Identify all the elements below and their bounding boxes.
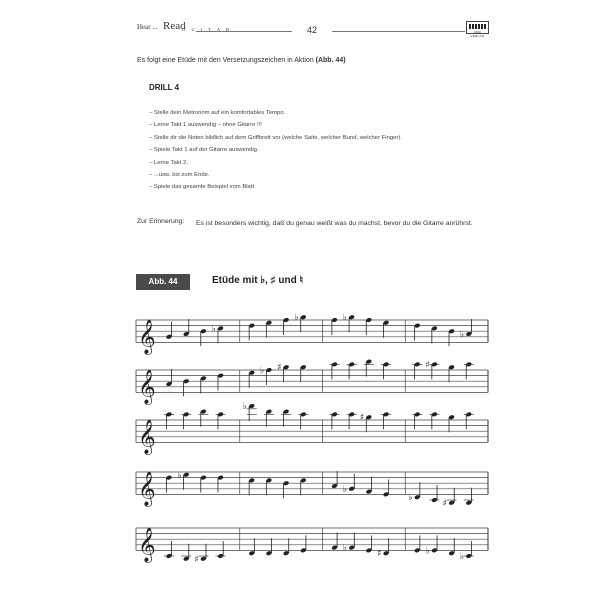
drill-step: – Lerne Takt 2. <box>149 159 188 166</box>
treble-clef-icon: 𝄞 <box>138 471 156 507</box>
flat-icon: ♭ <box>408 493 413 504</box>
drill-step: – Spiele das gesamte Beispiel vom Blatt <box>149 184 255 191</box>
sharp-icon: ♯ <box>359 413 365 424</box>
reminder-text: Es ist besonders wichtig, daß du genau weißt was du machst, bevor du die Gitarre anrührst. <box>196 220 473 227</box>
flat-icon: ♭ <box>342 543 347 554</box>
logo-hear: Hear ... <box>137 23 158 31</box>
reminder-label: Zur Erinnerung: <box>137 218 185 225</box>
treble-clef-icon: 𝄞 <box>138 369 156 405</box>
sharp-icon: ♯ <box>442 498 447 509</box>
treble-clef-icon: 𝄞 <box>138 419 156 455</box>
sharp-icon: ♯ <box>194 554 199 565</box>
figure-title: Etüde mit ♭, ♯ und ♮ <box>212 275 304 286</box>
publisher-logo-text: AMA VERLAG <box>470 30 485 38</box>
treble-clef-icon: 𝄞 <box>138 527 156 563</box>
drill-title: DRILL 4 <box>149 83 180 92</box>
flat-icon: ♭ <box>294 313 299 324</box>
sharp-icon: ♯ <box>425 360 430 371</box>
logo-read: Read <box>163 20 186 32</box>
flat-icon: ♭ <box>342 484 347 495</box>
flat-icon: ♭ <box>259 366 265 376</box>
page-number: 42 <box>292 25 332 35</box>
flat-icon: ♭ <box>177 470 182 481</box>
flat-icon: ♭ <box>425 546 430 557</box>
drill-step: – Stelle dein Metronom auf ein komfortables Tempo. <box>149 110 286 116</box>
logo-guitar: G U I T A R <box>182 27 232 32</box>
flat-icon: ♭ <box>242 402 247 412</box>
drill-step: – Lerne Takt 1 auswendig – ohne Gitarre !!! <box>149 122 262 129</box>
treble-clef-icon: 𝄞 <box>138 319 156 355</box>
intro-text: Es folgt eine Etüde mit den Versetzungszeichen in Aktion <box>137 57 314 64</box>
sharp-icon: ♯ <box>377 549 382 560</box>
flat-icon: ♭ <box>342 313 347 324</box>
flat-icon: ♭ <box>211 324 216 335</box>
drill-step: – ...usw. bis zum Ende. <box>149 171 210 178</box>
figure-label-box: Abb. 44 <box>136 274 190 290</box>
drill-step: – Spiele Takt 1 auf der Gitarre auswendig. <box>149 147 259 154</box>
intro-figure-ref: (Abb. 44) <box>315 57 346 64</box>
drill-step: – Stelle dir die Noten bildlich auf dem Griffbrett vor (welche Saite, welcher Bund, welcher Finger). <box>149 134 402 141</box>
flat-icon: ♭ <box>459 552 465 562</box>
sharp-icon: ♯ <box>277 363 282 374</box>
flat-icon: ♭ <box>459 330 465 340</box>
